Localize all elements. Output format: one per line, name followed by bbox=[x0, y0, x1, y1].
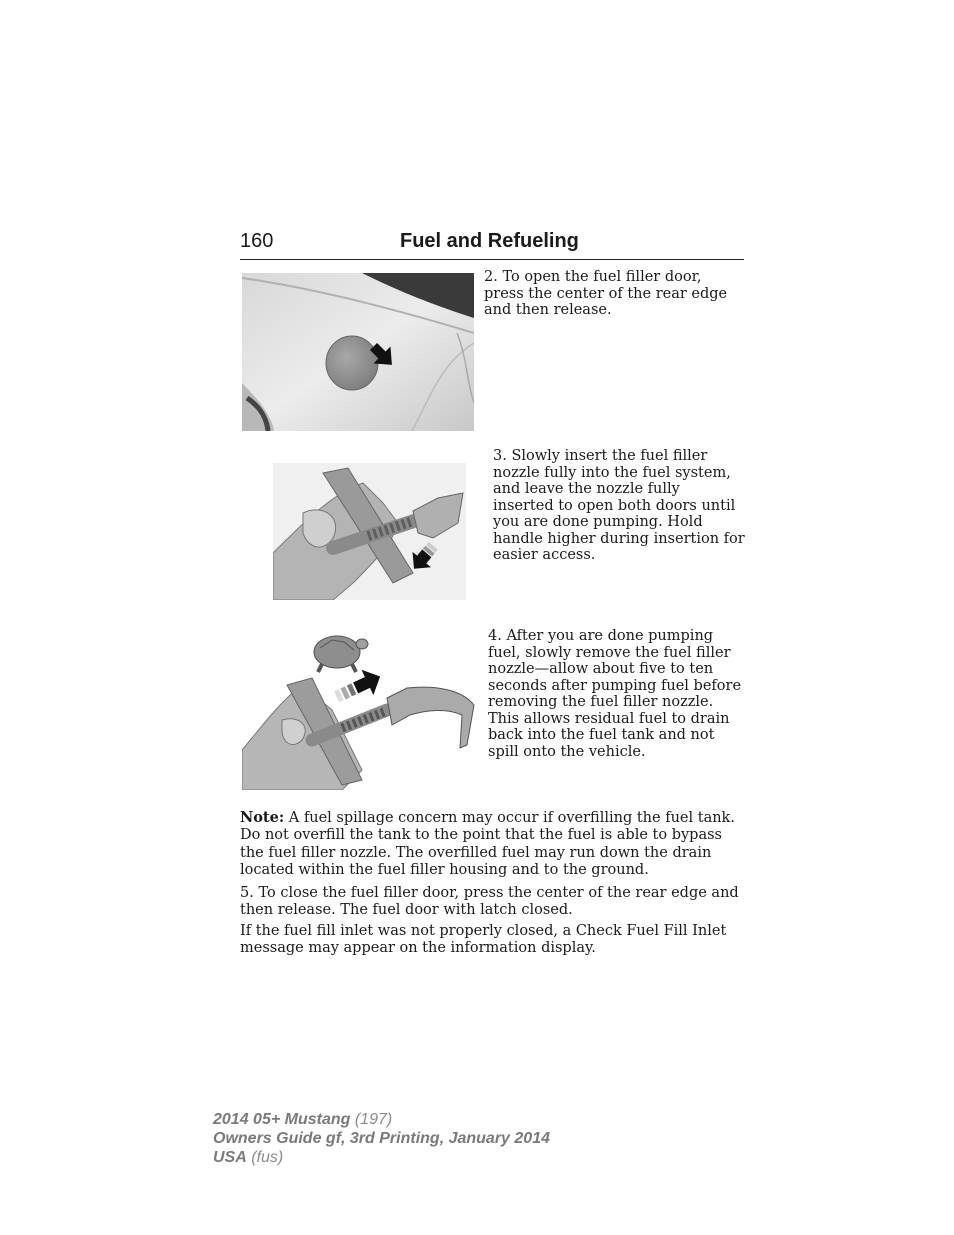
footer-line-2: Owners Guide gf, 3rd Printing, January 2014 bbox=[213, 1130, 550, 1147]
warning-paragraph: If the fuel fill inlet was not properly closed, a Check Fuel Fill Inlet message may appear on the information display. bbox=[240, 923, 727, 957]
step-3-text: 3. Slowly insert the fuel filler nozzle fully into the fuel system, and leave the nozzle fully inserted to open both doors until you are done pumping. Hold handle higher during insertion for easier access. bbox=[493, 448, 745, 563]
nozzle-insert-illustration bbox=[273, 463, 466, 600]
section-title: Fuel and Refueling bbox=[400, 230, 579, 252]
page-number: 160 bbox=[240, 230, 274, 252]
step-2-text: 2. To open the fuel filler door, press the center of the rear edge and then release. bbox=[484, 269, 728, 318]
page-header bbox=[240, 230, 744, 260]
page-footer bbox=[213, 1110, 550, 1167]
note-text: A fuel spillage concern may occur if overfilling the fuel tank. Do not overfill the tank to the point that the fuel is able to bypass the fuel filler nozzle. The overfilled fuel may run down the drain located within the fuel filler housing and to the ground. bbox=[240, 810, 735, 879]
step-5-text: 5. To close the fuel filler door, press the center of the rear edge and then release. The fuel door with latch closed. bbox=[240, 885, 739, 919]
step-4-text: 4. After you are done pumping fuel, slowly remove the fuel filler nozzle—allow about five to ten seconds after pumping fuel before removing the fuel filler nozzle. This allows residual fuel to drain back into the fuel tank and not spill onto the vehicle. bbox=[488, 628, 742, 760]
note-label: Note: bbox=[240, 809, 285, 826]
header-rule bbox=[240, 259, 744, 260]
nozzle-remove-illustration bbox=[242, 630, 480, 790]
footer-line-3: USA (fus) bbox=[213, 1149, 284, 1166]
note-paragraph bbox=[240, 809, 746, 880]
fuel-door-illustration bbox=[242, 273, 474, 431]
footer-line-1: 2014 05+ Mustang (197) bbox=[213, 1111, 393, 1128]
